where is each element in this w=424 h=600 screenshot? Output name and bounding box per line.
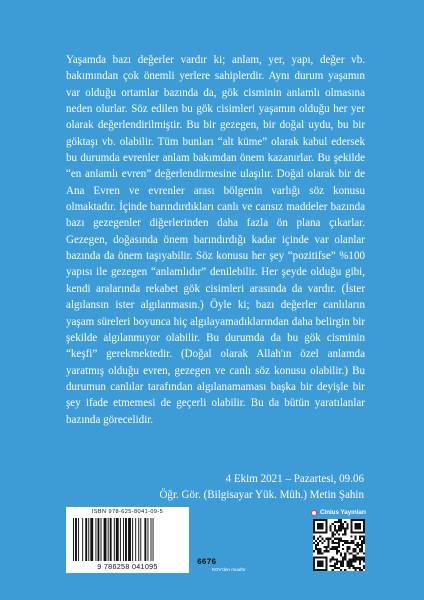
author-line: Öğr. Gör. (Bilgisayar Yük. Müh.) Metin Şahin	[159, 489, 364, 501]
body-paragraph: Yaşamda bazı değerler vardır ki; anlam, yer, yapı, değer vb. bakımından çok önemli yerlere sahiplerdir. Aynı durum yaşamın var olduğu ortamlar bazında da, gök cisminin anlamlı olmasına neden olurlar. Söz edilen bu gök cisimleri yaşamın olduğu her yer olarak değerlendirilmiştir. Bu bir gezegen, bir doğal uydu, bu bir göktaşı vb. olabilir. Tüm bunları “alt küme” olarak kabul edersek bu durumda evrenler anlam bakımdan önem kazanırlar. Bu şekilde “en anlamlı evren” değerlendirmesine ulaşılır. Doğal olarak bir de Ana Evren ve evrenler arası bölgenin varlığı söz konusu olmaktadır. İçinde barındırdıkları canlı ve cansız maddeler bazında bazı gezegenler diğerlerinden daha fazla ön plana çıkarlar. Gezegen, doğasında önem barındırdığı kadar içinde var olanlar bazında da önem taşıyabilir. Söz konusu her şey “pozitifse” %100 yapısı ile gezegen “anlamlıdır” denilebilir. Her şeyde olduğu gibi, kendi aralarında rekabet gök cisimleri arasında da vardır. (İster algılansın ister algılanmasın.) Öyle ki; bazı değerler canlıların yaşam süreleri boyunca hiç algılayamadıklarından daha belirgin bir şekilde algılanmıyor olabilir. Bu durumda da bu gök cisminin “keşfi” gerekmektedir. (Doğal olarak Allah'ın özel anlamda yaratmış olduğu evren, gezegen ve canlı söz konusu olabilir.) Bu durumun canlılar tarafından algılanamaması başka bir deyişle bir şey ifade etmemesi de geçerli olabilir. Bu da bütün yaratılanlar bazında görecelidir.	[66, 54, 365, 426]
cinius-logo-icon	[311, 510, 317, 516]
publisher-brand	[311, 509, 366, 516]
isbn-label: ISBN 978-625-8041-09-5	[91, 509, 164, 515]
qr-code	[313, 519, 365, 571]
publisher-name: Cinius Yayınları	[320, 509, 366, 516]
barcode-bars	[72, 518, 184, 561]
qr-code-icon	[313, 519, 365, 571]
kdv-note: KDV'den muaftır	[212, 567, 246, 572]
price-code: 6676	[197, 558, 217, 567]
barcode-digits: 9 786258 041095	[97, 562, 158, 571]
back-cover-text	[66, 52, 365, 428]
date-line: 4 Ekim 2021 – Pazartesi, 09.06	[225, 473, 364, 485]
isbn-barcode	[66, 507, 189, 573]
